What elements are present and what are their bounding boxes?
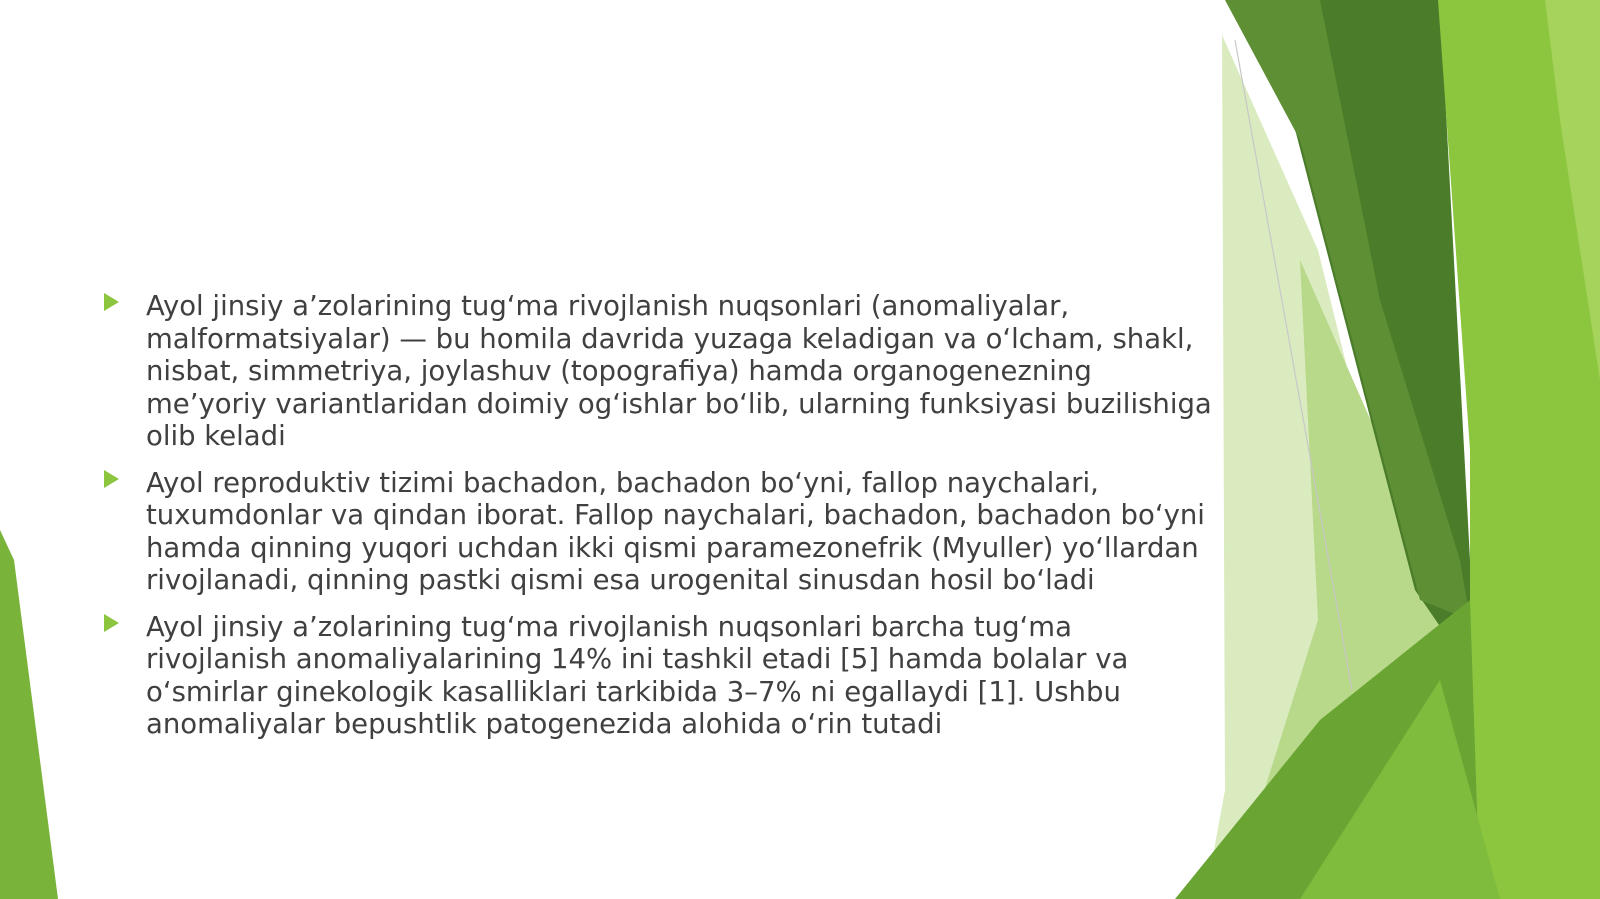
bullet-item (100, 290, 1220, 453)
bullet-text: Ayol jinsiy a’zolarining tug‘ma rivojlanish nuqsonlari barcha tug‘ma rivojlanish anomaliyalarining 14% ini tashkil etadi [5] hamda bolalar va o‘smirlar ginekologik kasalliklari tarkibida 3–7% ni egallaydi [1]. Ushbu anomaliyalar bepushtlik patogenezida alohida o‘rin tutadi (146, 610, 1129, 740)
bullet-list (100, 290, 1220, 755)
bullet-text: Ayol reproduktiv tizimi bachadon, bachadon bo‘yni, fallop naychalari, tuxumdonlar va qindan iborat. Fallop naychalari, bachadon, bachadon bo‘yni hamda qinning yuqori uchdan ikki qismi paramezonefrik (Myuller) yo‘llardan rivojlanadi, qinning pastki qismi esa urogenital sinusdan hosil bo‘ladi (146, 466, 1205, 596)
bullet-item (100, 611, 1220, 741)
left-green-sliver (0, 530, 58, 899)
bullet-text: Ayol jinsiy a’zolarining tug‘ma rivojlanish nuqsonlari (anomaliyalar, malformatsiyalar) — bu homila davrida yuzaga keladigan va o‘lcham, shakl, nisbat, simmetriya, joylashuv (topografiya) hamda organogenezning me’yoriy variantlaridan doimiy og‘ishlar bo‘lib, ularning funksiyasi buzilishiga olib keladi (146, 290, 1212, 452)
bullet-item (100, 467, 1220, 597)
bullet-arrow-icon (104, 614, 119, 632)
bullet-arrow-icon (104, 293, 119, 311)
bullet-arrow-icon (104, 470, 119, 488)
